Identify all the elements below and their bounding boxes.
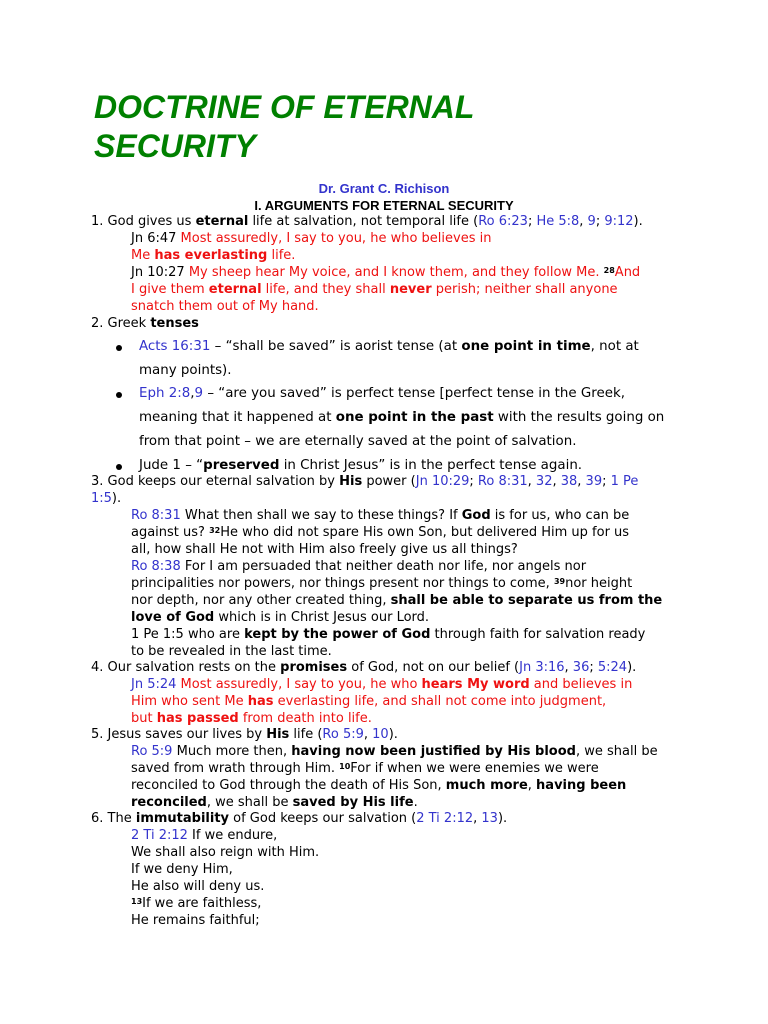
quote-line: but has passed from death into life.	[131, 711, 372, 726]
ref-link[interactable]: 5:24	[597, 660, 628, 675]
quote-line: 2 Ti 2:12 If we endure,	[131, 828, 278, 843]
ref-link[interactable]: Acts 16:31	[139, 339, 211, 354]
ref-link[interactable]: He 5:8	[536, 214, 580, 229]
ref-link[interactable]: 9	[587, 214, 596, 229]
ref-link[interactable]: 32	[535, 474, 553, 489]
ref-link[interactable]: 39	[585, 474, 603, 489]
ref-link[interactable]: 13	[481, 811, 498, 826]
quote-line: I give them eternal life, and they shall never perish; neither shall anyone	[131, 282, 618, 297]
quote-line: Ro 8:38 For I am persuaded that neither death nor life, nor angels nor	[131, 559, 587, 574]
quote-line: $^{13}$If we are faithless,	[131, 896, 262, 911]
quote-line: all, how shall He not with Him also freely give us all things?	[131, 542, 518, 557]
point-5: 5. Jesus saves our lives by His life (Ro 5:9, 10).	[91, 727, 398, 742]
bullet-icon	[116, 392, 122, 398]
ref-link[interactable]: Ro 8:31	[477, 474, 528, 489]
ref-link[interactable]: Ro 5:9	[322, 727, 364, 742]
quote-line: Jn 5:24 Most assuredly, I say to you, he who hears My word and believes in	[131, 677, 633, 692]
quote-line: Jn 6:47 Most assuredly, I say to you, he who believes in	[131, 231, 492, 246]
quote-line: saved from wrath through Him. $^{10}$For if when we were enemies we were	[131, 761, 599, 776]
bullet-icon	[116, 464, 122, 470]
ref-link[interactable]: Jn 10:29	[415, 474, 470, 489]
ref-link[interactable]: 9	[194, 386, 204, 401]
point-3: 3. God keeps our eternal salvation by His power (Jn 10:29; Ro 8:31, 32, 38, 39; 1 Pe	[91, 474, 639, 489]
point-6: 6. The immutability of God keeps our salvation (2 Ti 2:12, 13).	[91, 811, 508, 826]
quote-line: to be revealed in the last time.	[131, 644, 332, 659]
bullet-text: Jude 1 – “preserved in Christ Jesus” is in the perfect tense again.	[139, 458, 583, 473]
quote-line: reconciled to God through the death of His Son, much more, having been	[131, 778, 627, 793]
bullet-text: from that point – we are eternally saved at the point of salvation.	[139, 434, 577, 449]
quote-line: Jn 10:27 My sheep hear My voice, and I know them, and they follow Me. $^{28}$And	[131, 265, 641, 280]
quote-line: If we deny Him,	[131, 862, 233, 877]
quote-line: Ro 8:31 What then shall we say to these things? If God is for us, who can be	[131, 508, 630, 523]
point-3-cont: 1:5).	[91, 491, 122, 506]
quote-line: Him who sent Me has everlasting life, and shall not come into judgment,	[131, 694, 607, 709]
author-name: Dr. Grant C. Richison	[318, 181, 450, 196]
quote-line: Me has everlasting life.	[131, 248, 296, 263]
quote-line: nor depth, nor any other created thing, shall be able to separate us from the	[131, 593, 663, 608]
ref-link[interactable]: Eph 2:8	[139, 386, 191, 401]
ref-link[interactable]: 2 Ti 2:12	[416, 811, 474, 826]
ref-link[interactable]: 36	[572, 660, 590, 675]
section-heading: I. ARGUMENTS FOR ETERNAL SECURITY	[254, 198, 514, 213]
quote-line: We shall also reign with Him.	[131, 845, 320, 860]
quote-line: love of God which is in Christ Jesus our Lord.	[131, 610, 430, 625]
ref-link[interactable]: 10	[372, 727, 389, 742]
title-line-1: DOCTRINE OF ETERNAL	[94, 89, 475, 125]
point-2: 2. Greek tenses	[91, 316, 199, 331]
ref-link[interactable]: 38	[560, 474, 578, 489]
quote-line: against us? $^{32}$He who did not spare His own Son, but delivered Him up for us	[131, 525, 630, 540]
bullet-text: meaning that it happened at one point in the past with the results going on	[139, 410, 665, 425]
point-1: 1. God gives us eternal life at salvation, not temporal life (Ro 6:23; He 5:8, 9; 9:12).	[91, 214, 643, 229]
document-title	[94, 88, 694, 166]
ref-link[interactable]: 9:12	[604, 214, 634, 229]
quote-line: Ro 5:9 Much more then, having now been justified by His blood, we shall be	[131, 744, 658, 759]
quote-line: 1 Pe 1:5 who are kept by the power of God through faith for salvation ready	[131, 627, 646, 642]
ref-link[interactable]: 1:5	[91, 491, 112, 506]
ref-link[interactable]: Ro 6:23	[478, 214, 528, 229]
bullet-text: many points).	[139, 363, 232, 378]
quote-line: reconciled, we shall be saved by His life.	[131, 795, 418, 810]
bullet-text: Acts 16:31 – “shall be saved” is aorist tense (at one point in time, not at	[139, 339, 639, 354]
quote-line: He remains faithful;	[131, 913, 260, 928]
quote-line: He also will deny us.	[131, 879, 265, 894]
bullet-icon	[116, 345, 122, 351]
title-line-2: SECURITY	[94, 128, 256, 164]
ref-link[interactable]: 1 Pe	[610, 474, 639, 489]
quote-line: snatch them out of My hand.	[131, 299, 319, 314]
bullet-text: Eph 2:8,9 – “are you saved” is perfect tense [perfect tense in the Greek,	[139, 386, 625, 401]
ref-link[interactable]: Jn 3:16	[519, 660, 565, 675]
point-4: 4. Our salvation rests on the promises of God, not on our belief (Jn 3:16, 36; 5:24).	[91, 660, 637, 675]
quote-line: principalities nor powers, nor things present nor things to come, $^{39}$nor height	[131, 576, 633, 591]
